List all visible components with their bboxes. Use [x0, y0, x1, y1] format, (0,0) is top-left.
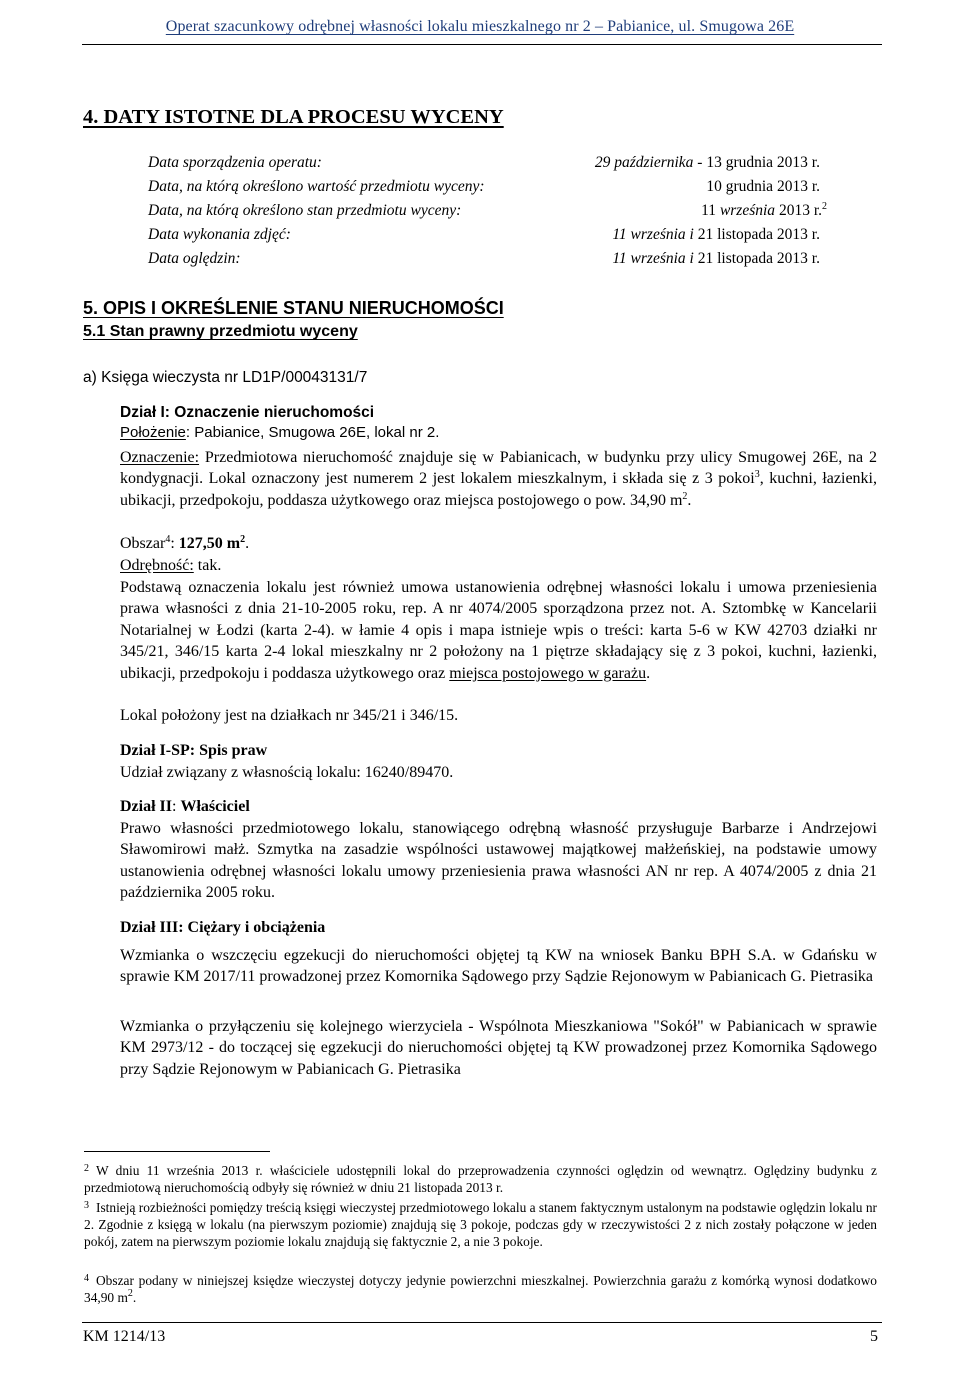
- date-value-sporzadzenia: 29 października - 13 grudnia 2013 r.: [594, 154, 820, 171]
- section-5-1-title: 5.1 Stan prawny przedmiotu wyceny: [83, 323, 358, 340]
- dzialki-line: Lokal położony jest na działkach nr 345/21 i 346/15.: [120, 707, 459, 724]
- running-header: Operat szacunkowy odrębnej własności lokalu mieszkalnego nr 2 – Pabianice, ul. Smugowa 26E: [165, 18, 795, 35]
- section-5-title: 5. OPIS I OKREŚLENIE STANU NIERUCHOMOŚCI: [83, 298, 504, 318]
- date-label-wartosc: Data, na którą określono wartość przedmiotu wyceny:: [148, 178, 485, 195]
- date-value-zdjecia: 11 września i 21 listopada 2013 r.: [612, 226, 820, 243]
- land-register-number: a) Księga wieczysta nr LD1P/00043131/7: [83, 369, 368, 386]
- oznaczenie-paragraph: Oznaczenie: Przedmiotowa nieruchomość znajduje się w Pabianicach, w budynku przy ulicy Smugowej 26E, na 2 kondygnacji. Lokal oznaczony jest numerem 2 jest lokalem mieszkalnym, i składa się z 3 pokoi$^3$, kuchni, łazienki, ubikacji, przedpokoju, poddasza użytkowego oraz miejsca postojowego o pow. 34,90 $m^2$.: [120, 449, 878, 509]
- date-value-wartosc: 10 grudnia 2013 r.: [706, 178, 820, 195]
- dzial-1sp-text: Udział związany z własnością lokalu: 16240/89470.: [120, 764, 454, 781]
- dzial-1sp-heading: Dział I-SP: Spis praw: [120, 742, 268, 759]
- obszar-line: Obszar$^4$: 127,50 $m^2$.: [120, 534, 250, 552]
- footer-rule: [82, 1322, 882, 1323]
- dzial-3-paragraph-1: Wzmianka o wszczęciu egzekucji do nieruchomości objętej tą KW na wniosek Banku BPH S.A. w Gdańsku w sprawie KM 2017/11 prowadzonej przez Komornika Sądowego przy Sądzie Rejonowym w Pabianicach G. Pietrasika: [120, 947, 877, 986]
- dzial-3-paragraph-2: Wzmianka o przyłączeniu się kolejnego wierzyciela - Wspólnota Mieszkaniowa "Sokół" w Pabianicach w sprawie KM 2973/12 - do toczącej się egzekucji do nieruchomości objętej tą KW prowadzonej przez Komornika Sądowego przy Sądzie Rejonowym w Pabianicach G. Pietrasika: [120, 1018, 877, 1078]
- odrebnosc-line: Odrębność: tak.: [120, 557, 222, 574]
- podstawa-paragraph: Podstawą oznaczenia lokalu jest również umowa ustanowienia odrębnej własności lokalu i umowa przeniesienia prawa własności z dnia 21-10-2005 roku, rep. A nr 4074/2005 sporządzona przez not. A. Sztombkę w Kancelarii Notarialnej w Łodzi (karta 2-4). w łamie 4 opis i mapa istnieje wpis o treści: karta 5-6 w KW 42703 działki nr 345/21, 346/15 karta 2-4 lokal mieszkalny nr 2 położony na 1 piętrze składający się z 3 pokoi, kuchni, łazienki, ubikacji, przedpokoju i poddasza użytkowego oraz miejsca postojowego w garażu.: [120, 579, 877, 682]
- footnote-4: 4 Obszar podany w niniejszej księdze wieczystej dotyczy jedynie powierzchni mieszkalnej. Powierzchnia garażu z komórką wynosi dodatkowo 34,90 $m^2$.: [84, 1273, 877, 1305]
- footnote-3: 3 Istnieją rozbieżności pomiędzy treścią księgi wieczystej przedmiotowego lokalu a stanem faktycznym ustalonym na podstawie oględzin lokalu nr 2. Zgodnie z księgą w lokalu (na pierwszym poziomie) znajdują się 3 pokoje, podczas gdy w rzeczywistości 2 z nich zostały połączone w jeden pokój, zatem na pierwszym poziomie lokalu znajdują się faktycznie 2, a nie 3 pokoje.: [84, 1200, 877, 1249]
- header-rule: [82, 44, 882, 45]
- footnote-separator: [84, 1151, 270, 1152]
- date-label-stan: Data, na którą określono stan przedmiotu wyceny:: [148, 202, 462, 219]
- section-4-title: 4. DATY ISTOTNE DLA PROCESU WYCENY: [83, 106, 504, 128]
- date-value-ogledziny: 11 września i 21 listopada 2013 r.: [612, 250, 820, 267]
- dzial-2-text: Prawo własności przedmiotowego lokalu, stanowiącego odrębną własność przysługuje Barbarze i Andrzejowi Sławomirowi małż. Szmytka na zasadzie wspólności ustawowej majątkowej małżeńskiej, na podstawie umowy ustanowienia odrębnej własności lokalu umowy przeniesienia prawa własności AN nr rep. A 4074/2005 z dnia 21 października 2005 roku.: [120, 820, 877, 902]
- date-label-sporzadzenia: Data sporządzenia operatu:: [148, 154, 322, 171]
- polozenie-line: Położenie: Pabianice, Smugowa 26E, lokal nr 2.: [120, 424, 440, 441]
- dzial-3-heading: Dział III: Ciężary i obciążenia: [120, 919, 326, 936]
- dzial-1-heading: Dział I: Oznaczenie nieruchomości: [120, 404, 375, 421]
- date-label-zdjecia: Data wykonania zdjęć:: [148, 226, 291, 243]
- date-value-stan: 11 września 2013 r.$^2$: [701, 201, 827, 219]
- footnote-2: 2 W dniu 11 września 2013 r. właściciele udostępnili lokal do przeprowadzenia czynności oględzin od wewnątrz. Oględziny budynku z przedmiotową nieruchomością odbyły się również w dniu 21 listopada 2013 r.: [84, 1163, 877, 1195]
- date-label-ogledziny: Data oględzin:: [148, 250, 241, 267]
- page-number: 5: [870, 1328, 878, 1345]
- dzial-2-heading: Dział II: Właściciel: [120, 798, 250, 815]
- case-number: KM 1214/13: [83, 1328, 166, 1345]
